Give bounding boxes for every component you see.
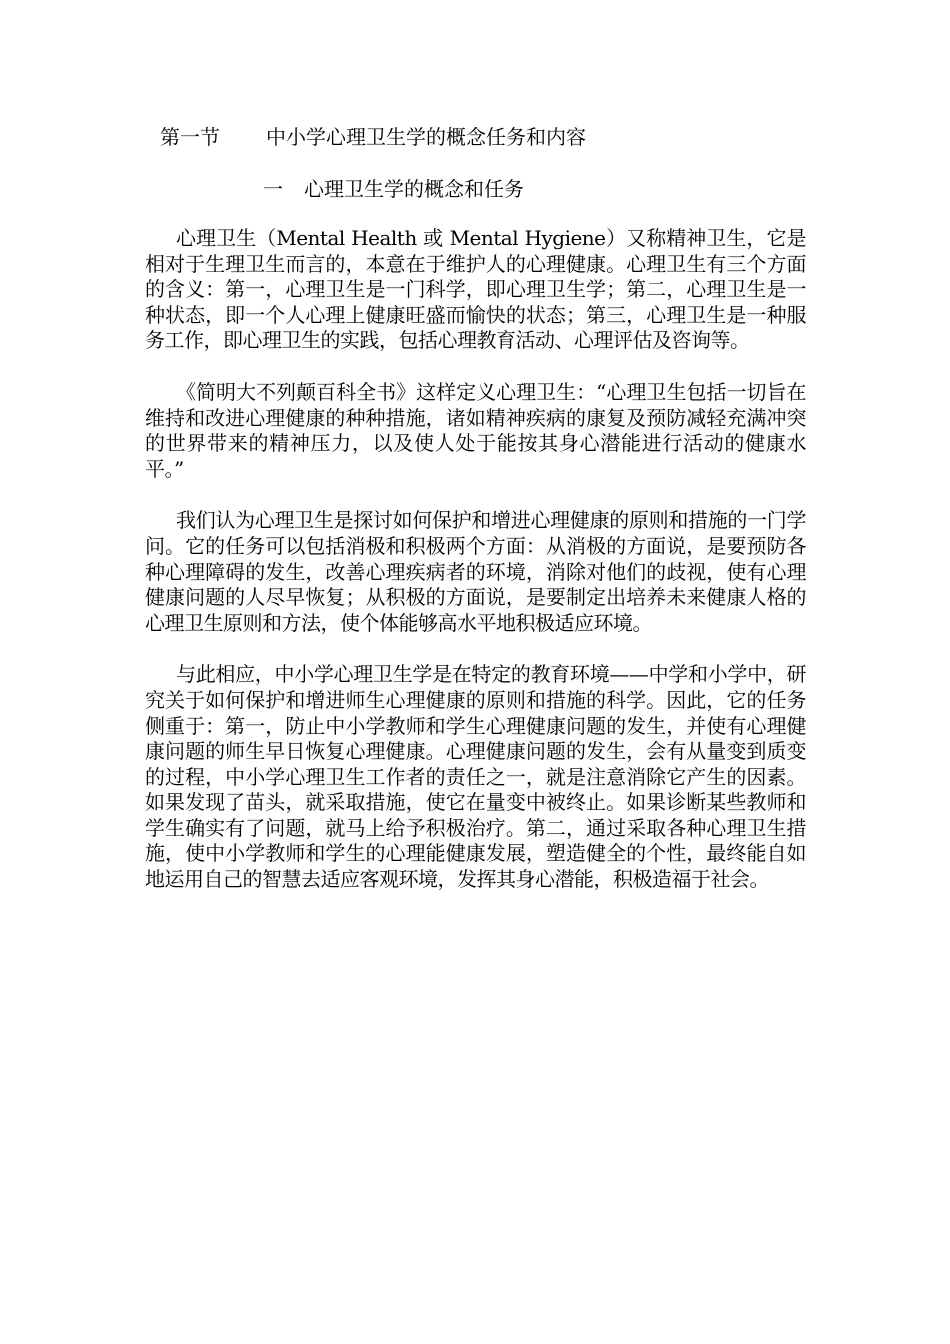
paragraph-definition: 心理卫生（Mental Health 或 Mental Hygiene）又称精神卫生，它是相对于生理卫生而言的，本意在于维护人的心理健康。心理卫生有三个方面的含义：第一，心理卫生是一门科学，即心理卫生学；第二，心理卫生是一种状态，即一个人心理上健康旺盛而愉快的状态；第三，心理卫生是一种服务工作，即心理卫生的实践，包括心理教育活动、心理评估及咨询等。 xyxy=(145,226,806,353)
subsection-number: 一 xyxy=(263,177,283,201)
section-number: 第一节 xyxy=(160,125,220,149)
subsection-heading xyxy=(263,176,524,202)
section-heading xyxy=(160,124,586,150)
body-text xyxy=(145,226,806,919)
paragraph-tasks: 我们认为心理卫生是探讨如何保护和增进心理健康的原则和措施的一门学问。它的任务可以包括消极和积极两个方面：从消极的方面说，是要预防各种心理障碍的发生，改善心理疾病者的环境，消除对他们的歧视，使有心理健康问题的人尽早恢复；从积极的方面说，是要制定出培养未来健康人格的心理卫生原则和方法，使个体能够高水平地积极适应环境。 xyxy=(145,508,806,635)
subsection-title: 心理卫生学的概念和任务 xyxy=(304,177,524,201)
paragraph-encyclopedia-quote: 《简明大不列颠百科全书》这样定义心理卫生：“心理卫生包括一切旨在维持和改进心理健康的种种措施，诸如精神疾病的康复及预防减轻充满冲突的世界带来的精神压力，以及使人处于能按其身心潜能进行活动的健康水平。” xyxy=(145,379,806,481)
paragraph-school-mental-health: 与此相应，中小学心理卫生学是在特定的教育环境——中学和小学中，研究关于如何保护和增进师生心理健康的原则和措施的科学。因此，它的任务侧重于：第一，防止中小学教师和学生心理健康问题的发生，并使有心理健康问题的师生早日恢复心理健康。心理健康问题的发生，会有从量变到质变的过程，中小学心理卫生工作者的责任之一，就是注意消除它产生的因素。如果发现了苗头，就采取措施，使它在量变中被终止。如果诊断某些教师和学生确实有了问题，就马上给予积极治疗。第二，通过采取各种心理卫生措施，使中小学教师和学生的心理能健康发展，塑造健全的个性，最终能自如地运用自己的智慧去适应客观环境，发挥其身心潜能，积极造福于社会。 xyxy=(145,662,806,892)
section-title: 中小学心理卫生学的概念任务和内容 xyxy=(266,125,586,149)
